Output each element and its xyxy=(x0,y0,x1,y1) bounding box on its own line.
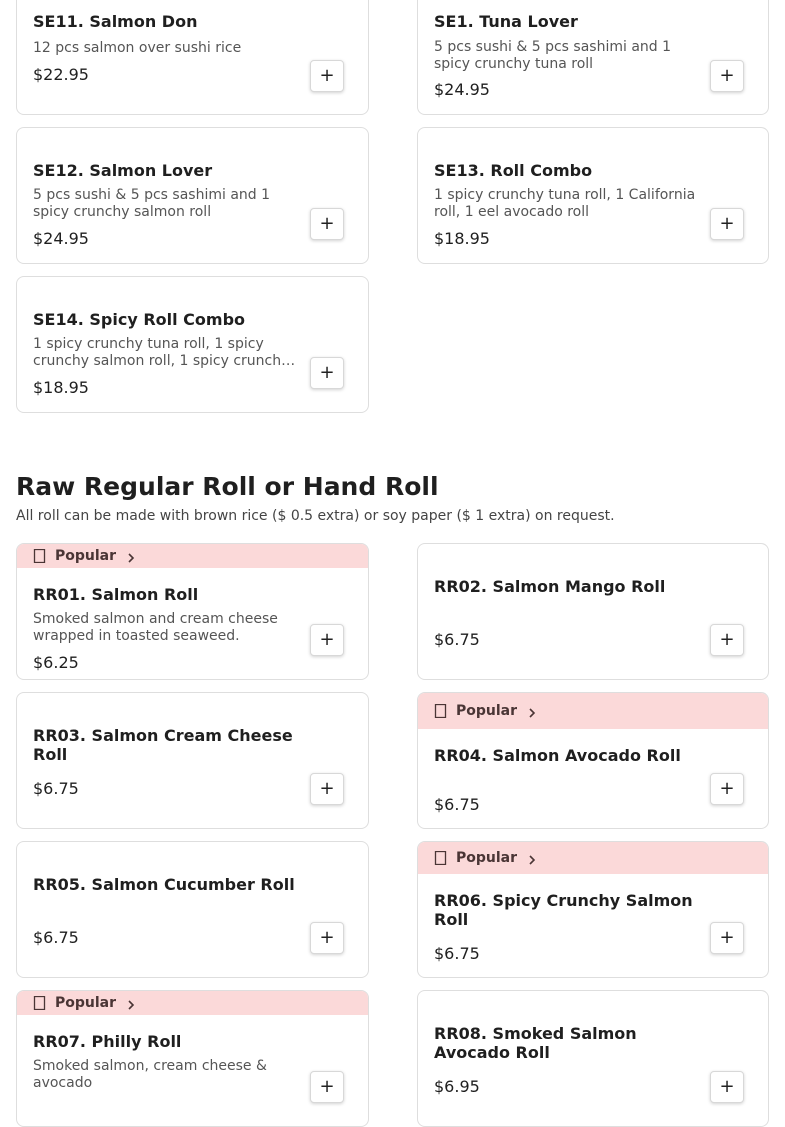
item-name: SE11. Salmon Don xyxy=(33,12,198,31)
item-name: SE13. Roll Combo xyxy=(434,161,593,180)
add-to-cart-button[interactable]: + xyxy=(310,624,344,656)
section-title: Raw Regular Roll or Hand Roll xyxy=(16,472,439,501)
item-name: SE1. Tuna Lover xyxy=(434,12,578,31)
add-to-cart-button[interactable]: + xyxy=(310,208,344,240)
popular-label: Popular xyxy=(456,703,518,719)
item-name: SE12. Salmon Lover xyxy=(33,161,213,180)
item-price: $6.75 xyxy=(434,630,480,649)
item-description: Smoked salmon, cream cheese & avocado xyxy=(33,1058,267,1091)
item-name: RR01. Salmon Roll xyxy=(33,585,199,604)
item-description: 5 pcs sushi & 5 pcs sashimi and 1 spicy crunchy salmon roll xyxy=(33,187,271,220)
item-price: $6.75 xyxy=(434,944,480,963)
item-name: RR03. Salmon Cream Cheese Roll xyxy=(33,726,293,764)
flame-icon xyxy=(434,704,448,718)
menu-item-card[interactable] xyxy=(16,990,369,1127)
add-to-cart-button[interactable]: + xyxy=(710,1071,744,1103)
item-price: $24.95 xyxy=(434,80,490,99)
add-to-cart-button[interactable]: + xyxy=(310,922,344,954)
menu-item-card[interactable] xyxy=(16,543,369,680)
flame-icon xyxy=(33,549,47,563)
item-price: $18.95 xyxy=(434,229,490,248)
popular-banner[interactable] xyxy=(418,842,768,874)
popular-label: Popular xyxy=(456,850,518,866)
chevron-right-icon xyxy=(527,853,537,863)
popular-banner[interactable] xyxy=(17,991,368,1015)
menu-item-card[interactable] xyxy=(417,692,769,829)
add-to-cart-button[interactable]: + xyxy=(710,922,744,954)
add-to-cart-button[interactable]: + xyxy=(710,60,744,92)
menu-item-card[interactable] xyxy=(16,692,369,829)
item-description: Smoked salmon and cream cheese wrapped in toasted seaweed. xyxy=(33,611,278,644)
item-description: 1 spicy crunchy tuna roll, 1 California roll, 1 eel avocado roll xyxy=(434,187,696,220)
popular-label: Popular xyxy=(55,995,117,1011)
item-name: RR08. Smoked Salmon Avocado Roll xyxy=(434,1024,637,1062)
item-price: $6.75 xyxy=(434,795,480,814)
menu-item-card[interactable] xyxy=(417,543,769,680)
popular-banner[interactable] xyxy=(17,544,368,568)
menu-item-card[interactable] xyxy=(417,841,769,978)
menu-item-card[interactable] xyxy=(16,841,369,978)
section-subtitle: All roll can be made with brown rice ($ 0.5 extra) or soy paper ($ 1 extra) on request. xyxy=(16,508,615,524)
menu-item-card[interactable] xyxy=(417,0,769,115)
popular-label: Popular xyxy=(55,548,117,564)
menu-item-card[interactable] xyxy=(16,276,369,413)
add-to-cart-button[interactable]: + xyxy=(710,208,744,240)
item-description: 1 spicy crunchy tuna roll, 1 spicy crunchy salmon roll, 1 spicy crunch… xyxy=(33,336,296,369)
add-to-cart-button[interactable]: + xyxy=(310,773,344,805)
menu-item-card[interactable] xyxy=(417,127,769,264)
menu-item-card[interactable] xyxy=(16,127,369,264)
item-description: 5 pcs sushi & 5 pcs sashimi and 1 spicy crunchy tuna roll xyxy=(434,39,672,72)
item-price: $6.75 xyxy=(33,779,79,798)
item-price: $6.25 xyxy=(33,653,79,672)
flame-icon xyxy=(33,996,47,1010)
popular-banner[interactable] xyxy=(418,693,768,729)
item-name: RR07. Philly Roll xyxy=(33,1032,182,1051)
item-name: SE14. Spicy Roll Combo xyxy=(33,310,246,329)
add-to-cart-button[interactable]: + xyxy=(710,624,744,656)
item-price: $24.95 xyxy=(33,229,89,248)
add-to-cart-button[interactable]: + xyxy=(310,60,344,92)
add-to-cart-button[interactable]: + xyxy=(310,1071,344,1103)
menu-item-card[interactable] xyxy=(417,990,769,1127)
item-price: $18.95 xyxy=(33,378,89,397)
item-name: RR04. Salmon Avocado Roll xyxy=(434,746,681,765)
chevron-right-icon xyxy=(126,998,136,1008)
chevron-right-icon xyxy=(126,551,136,561)
flame-icon xyxy=(434,851,448,865)
item-price: $6.95 xyxy=(434,1077,480,1096)
item-price: $6.75 xyxy=(33,928,79,947)
item-name: RR02. Salmon Mango Roll xyxy=(434,577,666,596)
item-price: $22.95 xyxy=(33,65,89,84)
item-name: RR05. Salmon Cucumber Roll xyxy=(33,875,295,894)
item-description: 12 pcs salmon over sushi rice xyxy=(33,40,242,56)
add-to-cart-button[interactable]: + xyxy=(310,357,344,389)
add-to-cart-button[interactable]: + xyxy=(710,773,744,805)
chevron-right-icon xyxy=(527,706,537,716)
item-name: RR06. Spicy Crunchy Salmon Roll xyxy=(434,891,693,929)
menu-item-card[interactable] xyxy=(16,0,369,115)
